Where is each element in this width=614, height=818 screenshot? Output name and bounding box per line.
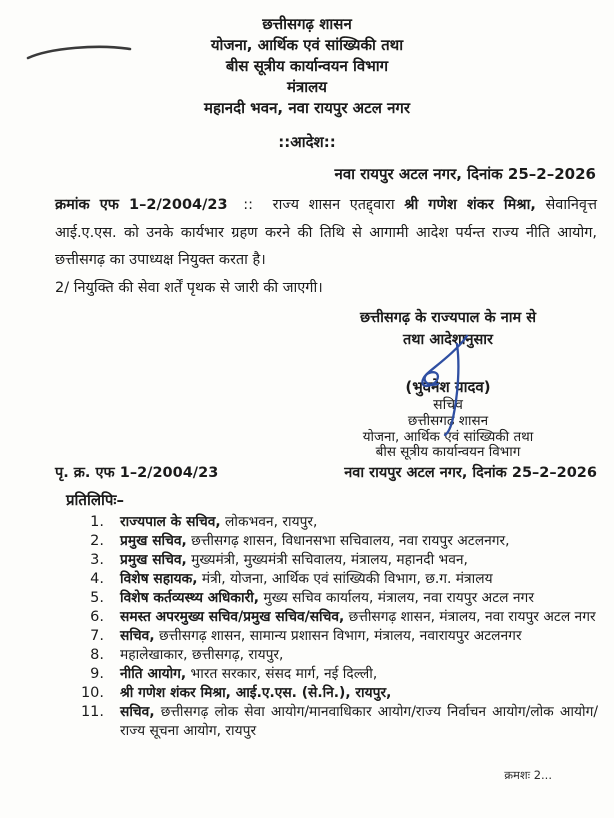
copy-item-number: 6. — [90, 608, 104, 625]
copy-item-number: 10. — [80, 684, 104, 701]
copy-item-title: सचिव, — [120, 627, 155, 644]
on-behalf-line-1: छत्तीसगढ़ के राज्यपाल के नाम से — [359, 310, 537, 326]
copies-label: प्रतिलिपिः– — [66, 490, 124, 509]
copy-item-text: लोकभवन, रायपुर, — [220, 513, 318, 530]
officer-name: श्री गणेश शंकर मिश्रा, — [404, 197, 536, 213]
copy-item — [78, 570, 598, 589]
endorsement-ref-number: पृ. क्र. एफ 1–2/2004/23 — [55, 464, 219, 481]
copy-item-number: 5. — [90, 589, 104, 606]
copy-item — [78, 627, 598, 646]
copy-item — [78, 608, 598, 627]
copy-item — [78, 703, 598, 741]
copy-item-number: 7. — [90, 627, 104, 644]
copy-item — [78, 532, 598, 551]
order-body-text: सेवानिवृत्त आई.ए.एस. को उनके कार्यभार ग्रहण करने की तिथि से आगामी आदेश पर्यन्त राज्य नीति आयोग, छत्तीसगढ़ का उपाध्यक्ष नियुक्त करता है। — [55, 197, 597, 268]
copy-item-title: प्रमुख सचिव, — [120, 532, 187, 549]
copy-item-number: 9. — [90, 665, 104, 682]
signer-designation: सचिव — [433, 397, 463, 413]
pen-stroke-mark — [22, 38, 137, 64]
copy-item-text: छत्तीसगढ़ शासन, विधानसभा सचिवालय, नवा रायपुर अटलनगर, — [186, 532, 510, 549]
copy-item-title: श्री गणेश शंकर मिश्रा, आई.ए.एस. (से.नि.), रायपुर, — [120, 684, 392, 701]
copy-item-title: विशेष कर्तव्यस्थ्य अधिकारी, — [120, 589, 260, 606]
order-paragraph — [55, 192, 597, 275]
copy-item-text: भारत सरकार, संसद मार्ग, नई दिल्ली, — [186, 665, 378, 682]
copy-item-number: 8. — [90, 646, 104, 663]
copy-item-title: विशेष सहायक, — [120, 570, 198, 587]
copy-item — [78, 589, 598, 608]
copy-item-title: सचिव, — [120, 703, 155, 720]
signer-department-line: छत्तीसगढ़ शासन — [407, 413, 489, 429]
signature-gap — [288, 351, 608, 377]
copy-item-text: मुख्य सचिव कार्यालय, मंत्रालय, नवा रायपुर अटल नगर — [259, 589, 534, 606]
copy-item-number: 2. — [90, 532, 104, 549]
letterhead-line: महानदी भवन, नवा रायपुर अटल नगर — [203, 99, 411, 117]
order-heading: ::आदेश:: — [278, 133, 336, 151]
letterhead-line: बीस सूत्रीय कार्यान्वयन विभाग — [225, 57, 389, 75]
copy-item — [78, 513, 598, 532]
signer-name: (भुवनेश यादव) — [405, 378, 491, 396]
order-lead-text: राज्य शासन एतद्द्वारा — [272, 197, 405, 213]
copies-list — [78, 513, 598, 741]
endorsement-line — [55, 463, 597, 483]
copy-item-text: छत्तीसगढ़ लोक सेवा आयोग/मानवाधिकार आयोग/राज्य निर्वाचन आयोग/लोक आयोग/राज्य सूचना आयोग, रायपुर — [120, 703, 598, 739]
copy-item-title: राज्यपाल के सचिव, — [120, 513, 221, 530]
endorsement-place-date: नवा रायपुर अटल नगर, दिनांक 25–2–2026 — [344, 464, 597, 481]
signer-department-line: योजना, आर्थिक एवं सांख्यिकी तथा — [362, 428, 534, 445]
signature-block — [288, 308, 608, 461]
copy-item-number: 3. — [90, 551, 104, 568]
copy-item-title: प्रमुख सचिव, — [120, 551, 187, 568]
copy-item-number: 11. — [80, 703, 104, 720]
order-ref-number: क्रमांक एफ 1–2/2004/23 — [55, 197, 228, 213]
copy-item — [78, 684, 598, 703]
copy-item-title: समस्त अपरमुख्य सचिव/प्रमुख सचिव/सचिव, — [120, 608, 345, 625]
letterhead-line: मंत्रालय — [286, 78, 327, 96]
signer-department-line: बीस सूत्रीय कार्यान्वयन विभाग — [375, 444, 521, 460]
copy-item-text: मुख्यमंत्री, मुख्यमंत्री सचिवालय, मंत्रालय, महानदी भवन, — [186, 551, 468, 568]
copy-item-title: नीति आयोग, — [120, 665, 187, 682]
copy-item-number: 4. — [90, 570, 104, 587]
copy-item-text: मंत्री, योजना, आर्थिक एवं सांख्यिकी विभाग, छ.ग. मंत्रालय — [197, 570, 493, 587]
copy-item — [78, 646, 598, 665]
letterhead-line: छत्तीसगढ़ शासन — [262, 15, 352, 33]
copy-item-text: छत्तीसगढ़ शासन, मंत्रालय, नवा रायपुर अटल नगर — [344, 608, 596, 625]
continuation-note: क्रमशः 2... — [504, 768, 552, 782]
copy-item-number: 1. — [90, 513, 104, 530]
clause-2: 2/ नियुक्ति की सेवा शर्तें पृथक से जारी की जाएगी। — [55, 279, 323, 296]
order-separator: :: — [243, 197, 254, 213]
copy-item — [78, 665, 598, 684]
place-date-line: नवा रायपुर अटल नगर, दिनांक 25–2–2026 — [334, 165, 596, 183]
letterhead-line: योजना, आर्थिक एवं सांख्यिकी तथा — [210, 36, 404, 54]
on-behalf-line-2: तथा आदेशानुसार — [402, 331, 493, 348]
copy-item-text: महालेखाकार, छत्तीसगढ़, रायपुर, — [120, 646, 284, 663]
copy-item — [78, 551, 598, 570]
copy-item-text: छत्तीसगढ़ शासन, सामान्य प्रशासन विभाग, मंत्रालय, नवारायपुर अटलनगर — [154, 627, 522, 644]
